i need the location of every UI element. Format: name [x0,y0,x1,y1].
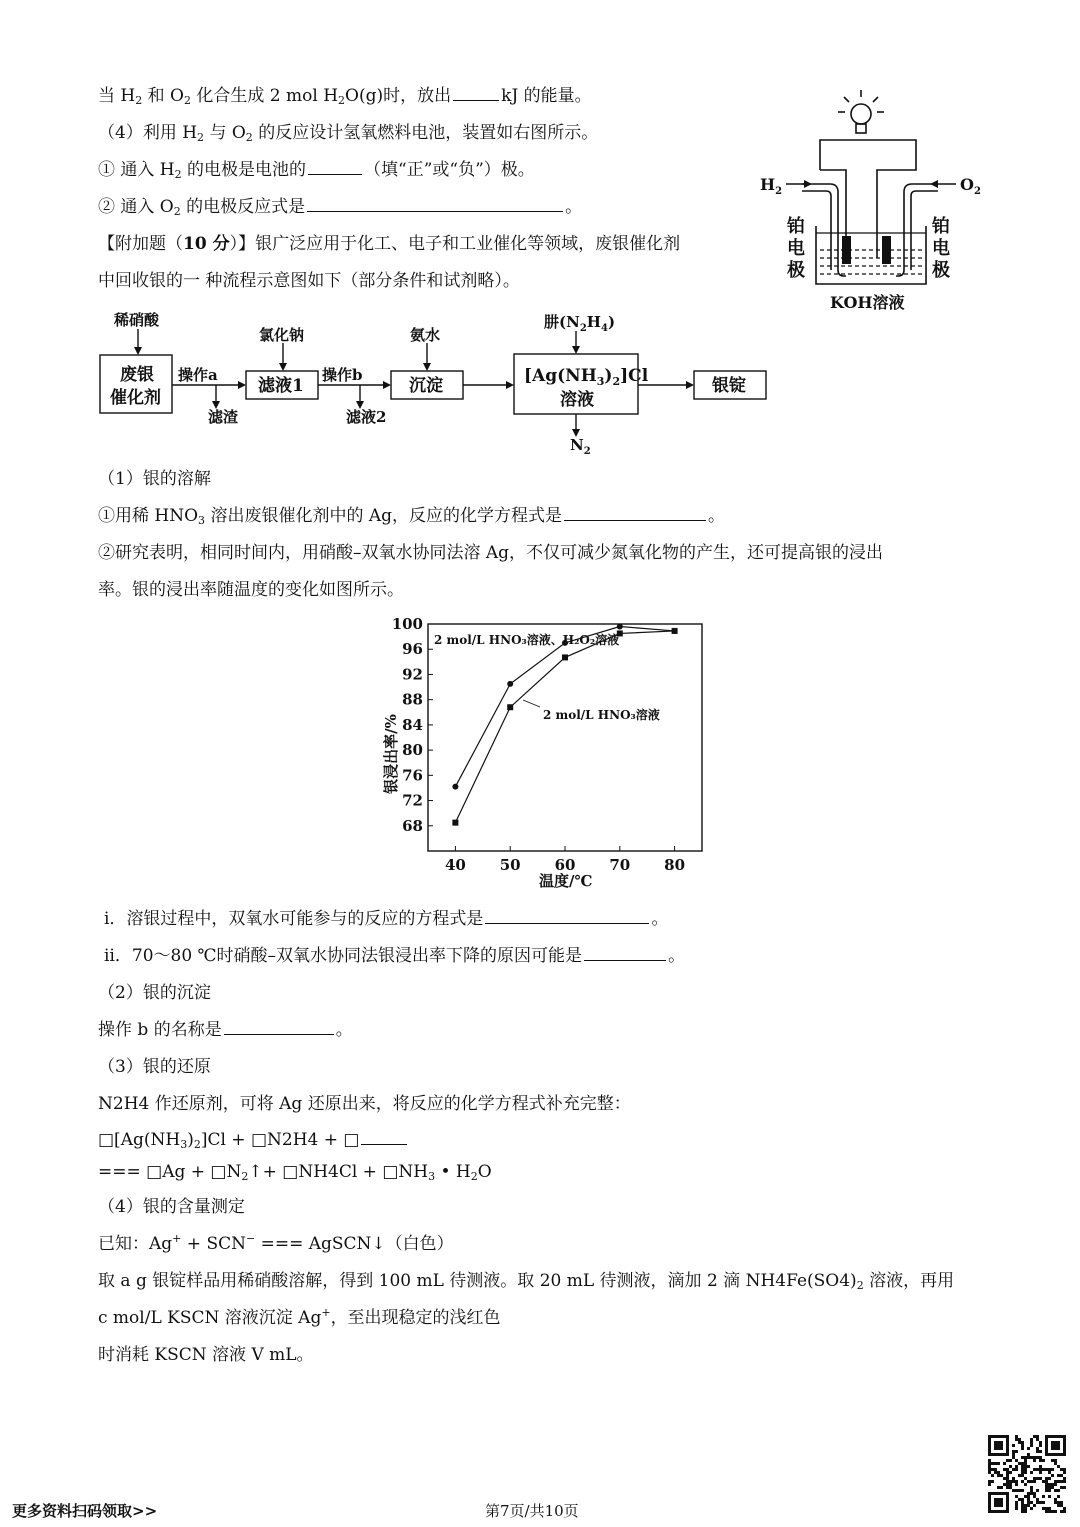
q3-tail-line: 当 $H_2$ 和 $O_2$ 化合生成 2 mol $H_2O(g)$时，放出 kJ 的能量。 [98,86,592,107]
part4-line-3: 时消耗 KSCN 溶液 V mL。 [98,1345,314,1365]
answer-blank[interactable] [453,84,499,101]
part3-equation-2: === □Ag + $□N_2↑+$ □NH4Cl + $□NH_3$ • $H_2O$ [98,1162,492,1183]
right-electrode-label: 极 [932,260,950,281]
reagent-ammonia: 氨水 [410,326,441,344]
answer-blank[interactable] [361,1128,407,1145]
x-tick-label: 40 [444,856,466,874]
part2-q: 操作 b 的名称是 。 [98,1020,353,1040]
h2-label: $H_2$ [760,175,783,197]
reagent-nitric-acid: 稀硝酸 [114,311,160,329]
qr-code-icon [988,1435,1066,1518]
right-electrode-label: 电 [932,238,950,259]
operation-a-label: 操作a [178,366,218,384]
box-label: 滤液1 [258,376,304,396]
y-tick-label: 72 [402,791,423,810]
data-point-series-1 [617,624,623,630]
y-tick-label: 100 [391,615,423,633]
right-electrode [882,236,891,264]
n2-label: $N_2$ [570,436,591,455]
part4-known: 已知：Ag+ + SCN− === AgSCN↓（白色） [98,1232,454,1254]
fuel-cell-diagram [750,88,990,323]
left-electrode-label: 电 [787,238,805,259]
right-electrode-label: 铂 [932,216,950,237]
y-tick-label: 68 [402,816,423,835]
left-electrode-label: 铂 [787,216,805,237]
process-flow-diagram [98,305,778,460]
answer-blank[interactable] [224,1018,334,1035]
page-number: 第7页/共10页 [485,1502,579,1520]
bonus-line-2: 中回收银的一 种流程示意图如下（部分条件和试剂略）。 [98,271,520,291]
leach-rate-chart [368,606,718,901]
arrow-left-icon [930,180,938,188]
footer-scan-link[interactable]: 更多资料扫码领取>> [12,1502,158,1520]
reagent-sodium-chloride: 氯化钠 [259,326,305,344]
y-tick-label: 88 [402,690,423,709]
y-tick-label: 84 [402,715,423,734]
y-tick-label: 80 [402,741,423,760]
y-tick-label: 96 [402,640,423,659]
x-axis-label: 温度/℃ [539,872,593,890]
x-tick-label: 80 [664,856,686,874]
legend-series-1: 2 mol/L HNO₃溶液、H₂O₂溶液 [434,633,620,647]
operation-b-label: 操作b [322,366,363,384]
answer-blank[interactable] [584,944,666,961]
part4-heading: （4）银的含量测定 [98,1197,245,1217]
koh-solution [820,250,922,274]
part1-q2-line2: 率。银的浸出率随温度的变化如图所示。 [98,580,404,600]
beaker [816,226,926,284]
y-axis-label: 银浸出率/% [382,714,400,794]
data-point-series-2 [507,704,513,710]
q4-intro: （4）利用 $H_2$ 与 $O_2$ 的反应设计氢氧燃料电池，装置如右图所示。 [98,123,599,144]
box-label: 废银 [120,365,154,385]
bonus-line-1: 【附加题（10 分）】银广泛应用于化工、电子和工业催化等领域，废银催化剂 [98,234,681,254]
sub-question-ii: ⅱ．70～80 ℃时硝酸–双氧水协同法银浸出率下降的原因可能是 。 [104,946,686,966]
part1-heading: （1）银的溶解 [98,469,211,489]
left-electrode-label: 极 [787,260,805,281]
box-label: 银锭 [712,376,746,396]
box-label: $[Ag(NH_3)_2]Cl$ [524,366,649,388]
q4-item-2: ② 通入 $O_2$ 的电极反应式是 。 [98,197,583,218]
part4-line-1: 取 a g 银锭样品用稀硝酸溶解，得到 100 mL 待测液。取 20 mL 待测液，滴加 2 滴 $NH4Fe(SO4)_2$ 溶液，再用 [98,1271,955,1292]
sub-question-i: ⅰ．溶银过程中，双氧水可能参与的反应的方程式是 。 [104,909,669,929]
part1-q1: ①用稀 $HNO_3$ 溶出废银催化剂中的 Ag，反应的化学方程式是 。 [98,506,726,527]
box-label: 沉淀 [409,376,443,396]
filtrate-2-label: 滤液2 [346,408,387,426]
answer-blank[interactable] [485,907,649,924]
left-electrode [842,236,851,264]
arrow-right-icon [804,180,812,188]
solution-label: KOH溶液 [830,293,905,312]
q4-item-1: ① 通入 $H_2$ 的电极是电池的 （填“正”或“负”）极。 [98,160,535,181]
part3-heading: （3）银的还原 [98,1057,211,1077]
data-point-series-1 [507,681,513,687]
data-point-series-2 [672,628,678,634]
x-tick-label: 60 [554,856,576,874]
data-point-series-2 [562,654,568,660]
y-tick-label: 76 [402,766,423,785]
answer-blank[interactable] [307,195,563,212]
answer-blank[interactable] [308,158,362,175]
part4-line-2: c mol/L KSCN 溶液沉淀 Ag+，至出现稳定的浅红色 [98,1306,501,1328]
circuit-wire [820,140,916,258]
series-line-hno3-h2o2 [455,627,674,787]
reagent-hydrazine: 肼$(N_2H_4)$ [544,313,616,334]
residue-label: 滤渣 [208,408,239,426]
light-bulb-icon [838,90,884,133]
part3-equation-1: $□[Ag(NH_3)_2]Cl$ + □N2H4 + □ [98,1128,409,1152]
part2-heading: （2）银的沉淀 [98,983,211,1003]
o2-label: $O_2$ [960,175,981,197]
data-point-series-2 [452,820,458,826]
box-label: 溶液 [560,390,594,410]
data-point-series-1 [452,784,458,790]
answer-blank[interactable] [564,504,706,521]
part1-q2-line1: ②研究表明，相同时间内，用硝酸–双氧水协同法溶 Ag，不仅可减少氮氧化物的产生，还可提高银的浸出 [98,543,884,563]
y-tick-label: 92 [402,665,423,684]
part3-intro: N2H4 作还原剂，可将 Ag 还原出来，将反应的化学方程式补充完整： [98,1094,631,1114]
box-label: 催化剂 [110,388,161,408]
x-tick-label: 50 [499,856,521,874]
x-tick-label: 70 [609,856,631,874]
legend-series-2: 2 mol/L HNO₃溶液 [543,708,660,722]
